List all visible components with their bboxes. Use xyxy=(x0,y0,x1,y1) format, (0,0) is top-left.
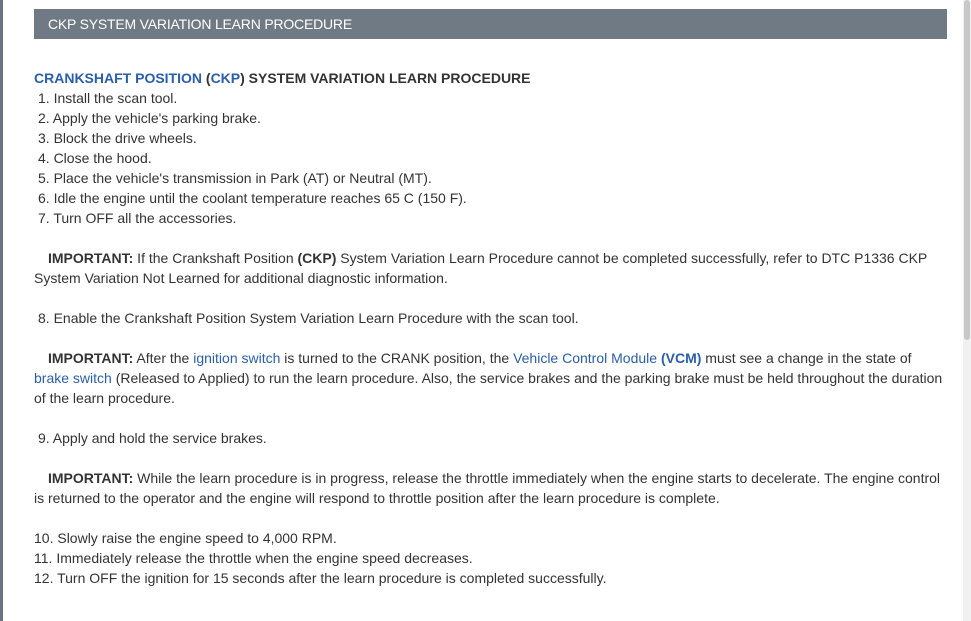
important-text: is turned to the CRANK position, the xyxy=(280,350,514,366)
title-paren: ( xyxy=(202,70,211,86)
ckp-link[interactable]: CKP xyxy=(210,70,241,86)
crankshaft-position-link[interactable]: CRANKSHAFT POSITION xyxy=(34,70,202,86)
important-text: (Released to Applied) to run the learn procedure. Also, the service brakes and the parking brake must be held throughout the duration of the learn procedure. xyxy=(34,370,943,406)
section-title: CKP SYSTEM VARIATION LEARN PROCEDURE xyxy=(48,16,352,32)
important-label: IMPORTANT: xyxy=(48,250,134,266)
procedure-title xyxy=(34,68,949,88)
important-label: IMPORTANT: xyxy=(48,350,134,366)
title-rest: ) SYSTEM VARIATION LEARN PROCEDURE xyxy=(240,70,531,86)
important-label: IMPORTANT: xyxy=(48,470,134,486)
scroll-thumb[interactable] xyxy=(964,0,970,340)
step-12: 12. Turn OFF the ignition for 15 seconds after the learn procedure is completed successfully. xyxy=(34,570,607,586)
step-2: 2. Apply the vehicle's parking brake. xyxy=(38,110,261,126)
step-1: 1. Install the scan tool. xyxy=(38,90,178,106)
step-4: 4. Close the hood. xyxy=(38,150,152,166)
ckp-abbr: (CKP) xyxy=(297,250,337,266)
step-8: 8. Enable the Crankshaft Position System Variation Learn Procedure with the scan tool. xyxy=(38,310,579,326)
step-11: 11. Immediately release the throttle when the engine speed decreases. xyxy=(34,550,473,566)
ignition-switch-link[interactable]: ignition switch xyxy=(193,350,281,366)
section-header xyxy=(34,9,947,39)
brake-switch-link[interactable]: brake switch xyxy=(34,370,112,386)
step-7: 7. Turn OFF all the accessories. xyxy=(38,210,237,226)
important-note-2 xyxy=(34,348,949,408)
important-note-1 xyxy=(34,248,949,288)
important-text: System Variation Learn Procedure cannot be completed successfully, refer to DTC P1336 CKP System Variation Not Learned for additional diagnostic information. xyxy=(34,250,928,286)
important-text: If the Crankshaft Position xyxy=(133,250,298,266)
scrollbar[interactable] xyxy=(963,0,971,621)
important-text: After the xyxy=(133,350,194,366)
step-5: 5. Place the vehicle's transmission in Park (AT) or Neutral (MT). xyxy=(38,170,432,186)
important-text: While the learn procedure is in progress, release the throttle immediately when the engine starts to decelerate. The engine control is returned to the operator and the engine will respond to throttle position after the learn procedure is complete. xyxy=(34,470,941,506)
vehicle-control-module-link[interactable]: Vehicle Control Module xyxy=(513,350,658,366)
important-note-3 xyxy=(34,468,949,508)
procedure-content xyxy=(34,68,949,588)
step-6: 6. Idle the engine until the coolant temperature reaches 65 C (150 F). xyxy=(38,190,467,206)
step-9: 9. Apply and hold the service brakes. xyxy=(38,430,267,446)
step-10: 10. Slowly raise the engine speed to 4,000 RPM. xyxy=(34,530,337,546)
vcm-link[interactable]: (VCM) xyxy=(660,350,702,366)
important-text: must see a change in the state of xyxy=(701,350,912,366)
left-border xyxy=(0,0,3,621)
step-3: 3. Block the drive wheels. xyxy=(38,130,197,146)
